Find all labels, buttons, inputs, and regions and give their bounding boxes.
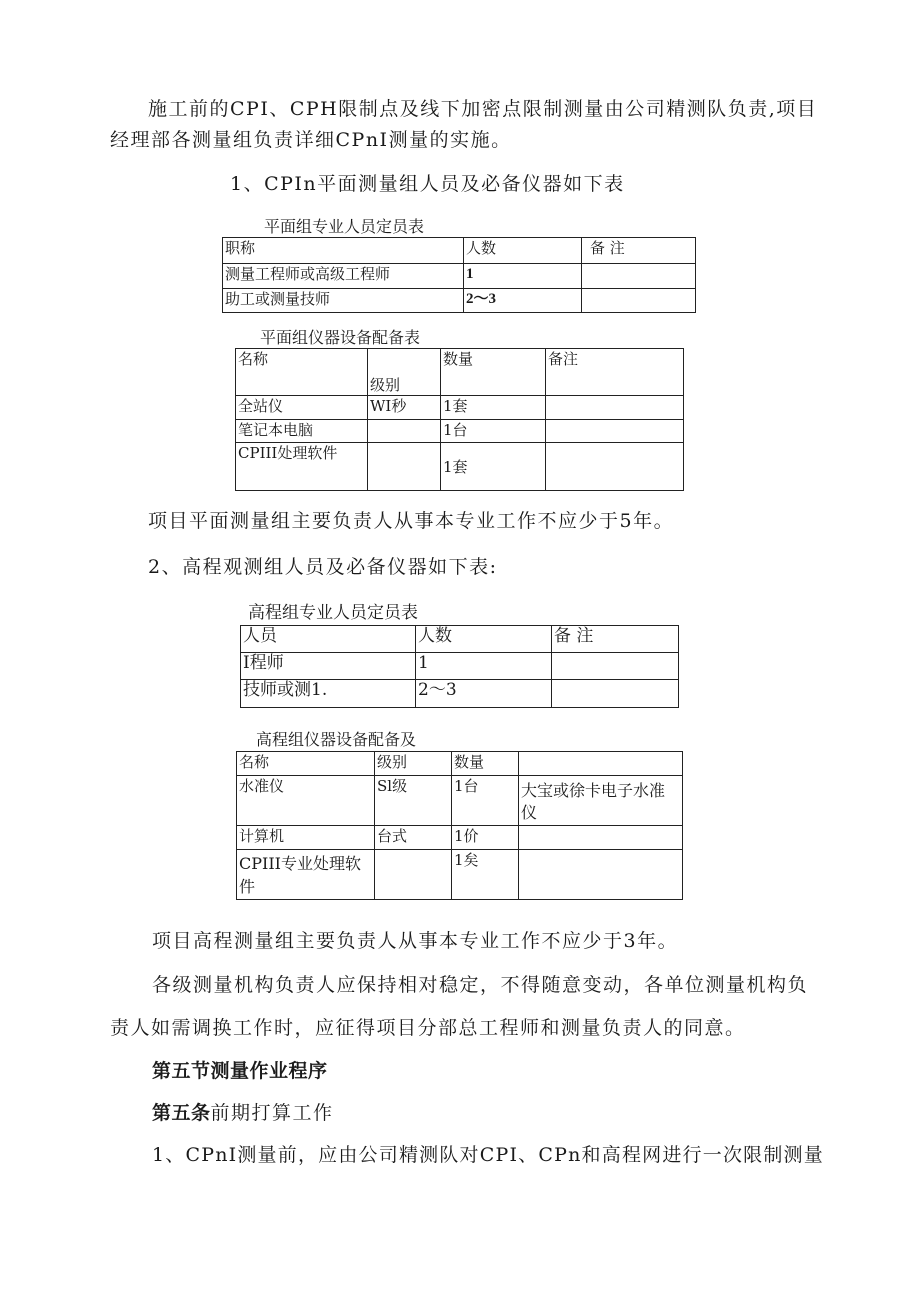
paragraph-line: 项目高程测量组主要负责人从事本专业工作不应少于3年。 — [152, 930, 679, 952]
cell — [375, 850, 452, 900]
table-row — [237, 826, 683, 850]
equipment-table-height — [236, 751, 683, 900]
header-cell: 级别 — [368, 349, 441, 396]
cell — [582, 264, 696, 289]
staff-table-plane — [222, 237, 696, 313]
cell: 大宝或徐卡电子水准仪 — [519, 776, 683, 826]
cell: I程师 — [241, 653, 416, 680]
cell: 笔记本电脑 — [236, 420, 368, 443]
cell: 测量工程师或高级工程师 — [223, 264, 464, 289]
staff-table-height — [240, 625, 679, 708]
paragraph-line: 1、CPnI测量前，应由公司精测队对CPI、CPn和高程网进行一次限制测量 — [152, 1144, 824, 1166]
header-cell: 人数 — [464, 238, 582, 264]
table-caption: 高程组仪器设备配备及 — [256, 730, 417, 749]
table-caption: 平面组仪器设备配备表 — [260, 328, 421, 347]
header-cell: 职称 — [223, 238, 464, 264]
header-cell: 备 注 — [582, 238, 696, 264]
cell: Sl级 — [375, 776, 452, 826]
header-cell — [519, 752, 683, 776]
cell — [368, 420, 441, 443]
table-header-row — [223, 238, 696, 264]
table-row — [236, 396, 684, 420]
cell: 1 — [416, 653, 552, 680]
cell: 助工或测量技师 — [223, 289, 464, 313]
paragraph-line: 责人如需调换工作时，应征得项目分部总工程师和测量负责人的同意。 — [110, 1017, 746, 1039]
cell — [546, 443, 684, 491]
header-cell: 数量 — [441, 349, 546, 396]
paragraph-line: 经理部各测量组负责详细CPnI测量的实施。 — [110, 129, 512, 151]
table-row — [237, 776, 683, 826]
table-row — [236, 420, 684, 443]
section-heading: 2、高程观测组人员及必备仪器如下表: — [148, 556, 498, 578]
table-row — [237, 850, 683, 900]
header-cell: 备注 — [546, 349, 684, 396]
cell — [552, 680, 679, 708]
cell: 2～3 — [416, 680, 552, 708]
cell: 水准仪 — [237, 776, 375, 826]
table-row — [223, 264, 696, 289]
cell: 1套 — [441, 443, 546, 491]
header-cell: 名称 — [236, 349, 368, 396]
cell: WI秒 — [368, 396, 441, 420]
paragraph-line: 各级测量机构负责人应保持相对稳定，不得随意变动，各单位测量机构负 — [152, 974, 809, 996]
cell: 技师或测1. — [241, 680, 416, 708]
article-heading — [152, 1101, 334, 1125]
cell: 台式 — [375, 826, 452, 850]
cell: 1价 — [452, 826, 519, 850]
cell — [368, 443, 441, 491]
cell: 全站仪 — [236, 396, 368, 420]
header-cell: 数量 — [452, 752, 519, 776]
table-header-row — [241, 626, 679, 653]
cell: 1矣 — [452, 850, 519, 900]
table-header-row — [236, 349, 684, 396]
cell: CPIII处理软件 — [236, 443, 368, 491]
table-header-row — [237, 752, 683, 776]
section-heading: 第五节测量作业程序 — [152, 1060, 328, 1082]
header-cell: 级别 — [375, 752, 452, 776]
cell: 1 — [464, 264, 582, 289]
table-row — [223, 289, 696, 313]
section-heading: 1、CPIn平面测量组人员及必备仪器如下表 — [230, 173, 625, 195]
article-label: 第五条 — [152, 1102, 211, 1124]
cell: CPIII专业处理软件 — [237, 850, 375, 900]
cell — [582, 289, 696, 313]
header-cell: 备 注 — [552, 626, 679, 653]
paragraph-line: 施工前的CPI、CPH限制点及线下加密点限制测量由公司精测队负责,项目 — [148, 98, 818, 120]
cell — [519, 826, 683, 850]
table-row — [241, 680, 679, 708]
paragraph-line: 项目平面测量组主要负责人从事本专业工作不应少于5年。 — [148, 510, 675, 532]
table-row — [236, 443, 684, 491]
equipment-table-plane — [235, 348, 684, 491]
cell — [552, 653, 679, 680]
cell: 1套 — [441, 396, 546, 420]
cell: 1台 — [452, 776, 519, 826]
header-cell: 名称 — [237, 752, 375, 776]
cell: 计算机 — [237, 826, 375, 850]
cell: 1台 — [441, 420, 546, 443]
cell — [519, 850, 683, 900]
table-caption: 平面组专业人员定员表 — [264, 217, 425, 236]
article-title: 前期打算工作 — [210, 1102, 334, 1124]
header-cell: 人数 — [416, 626, 552, 653]
cell: 2～3 — [464, 289, 582, 313]
cell — [546, 396, 684, 420]
header-cell: 人员 — [241, 626, 416, 653]
cell — [546, 420, 684, 443]
table-row — [241, 653, 679, 680]
table-caption: 高程组专业人员定员表 — [248, 603, 418, 623]
